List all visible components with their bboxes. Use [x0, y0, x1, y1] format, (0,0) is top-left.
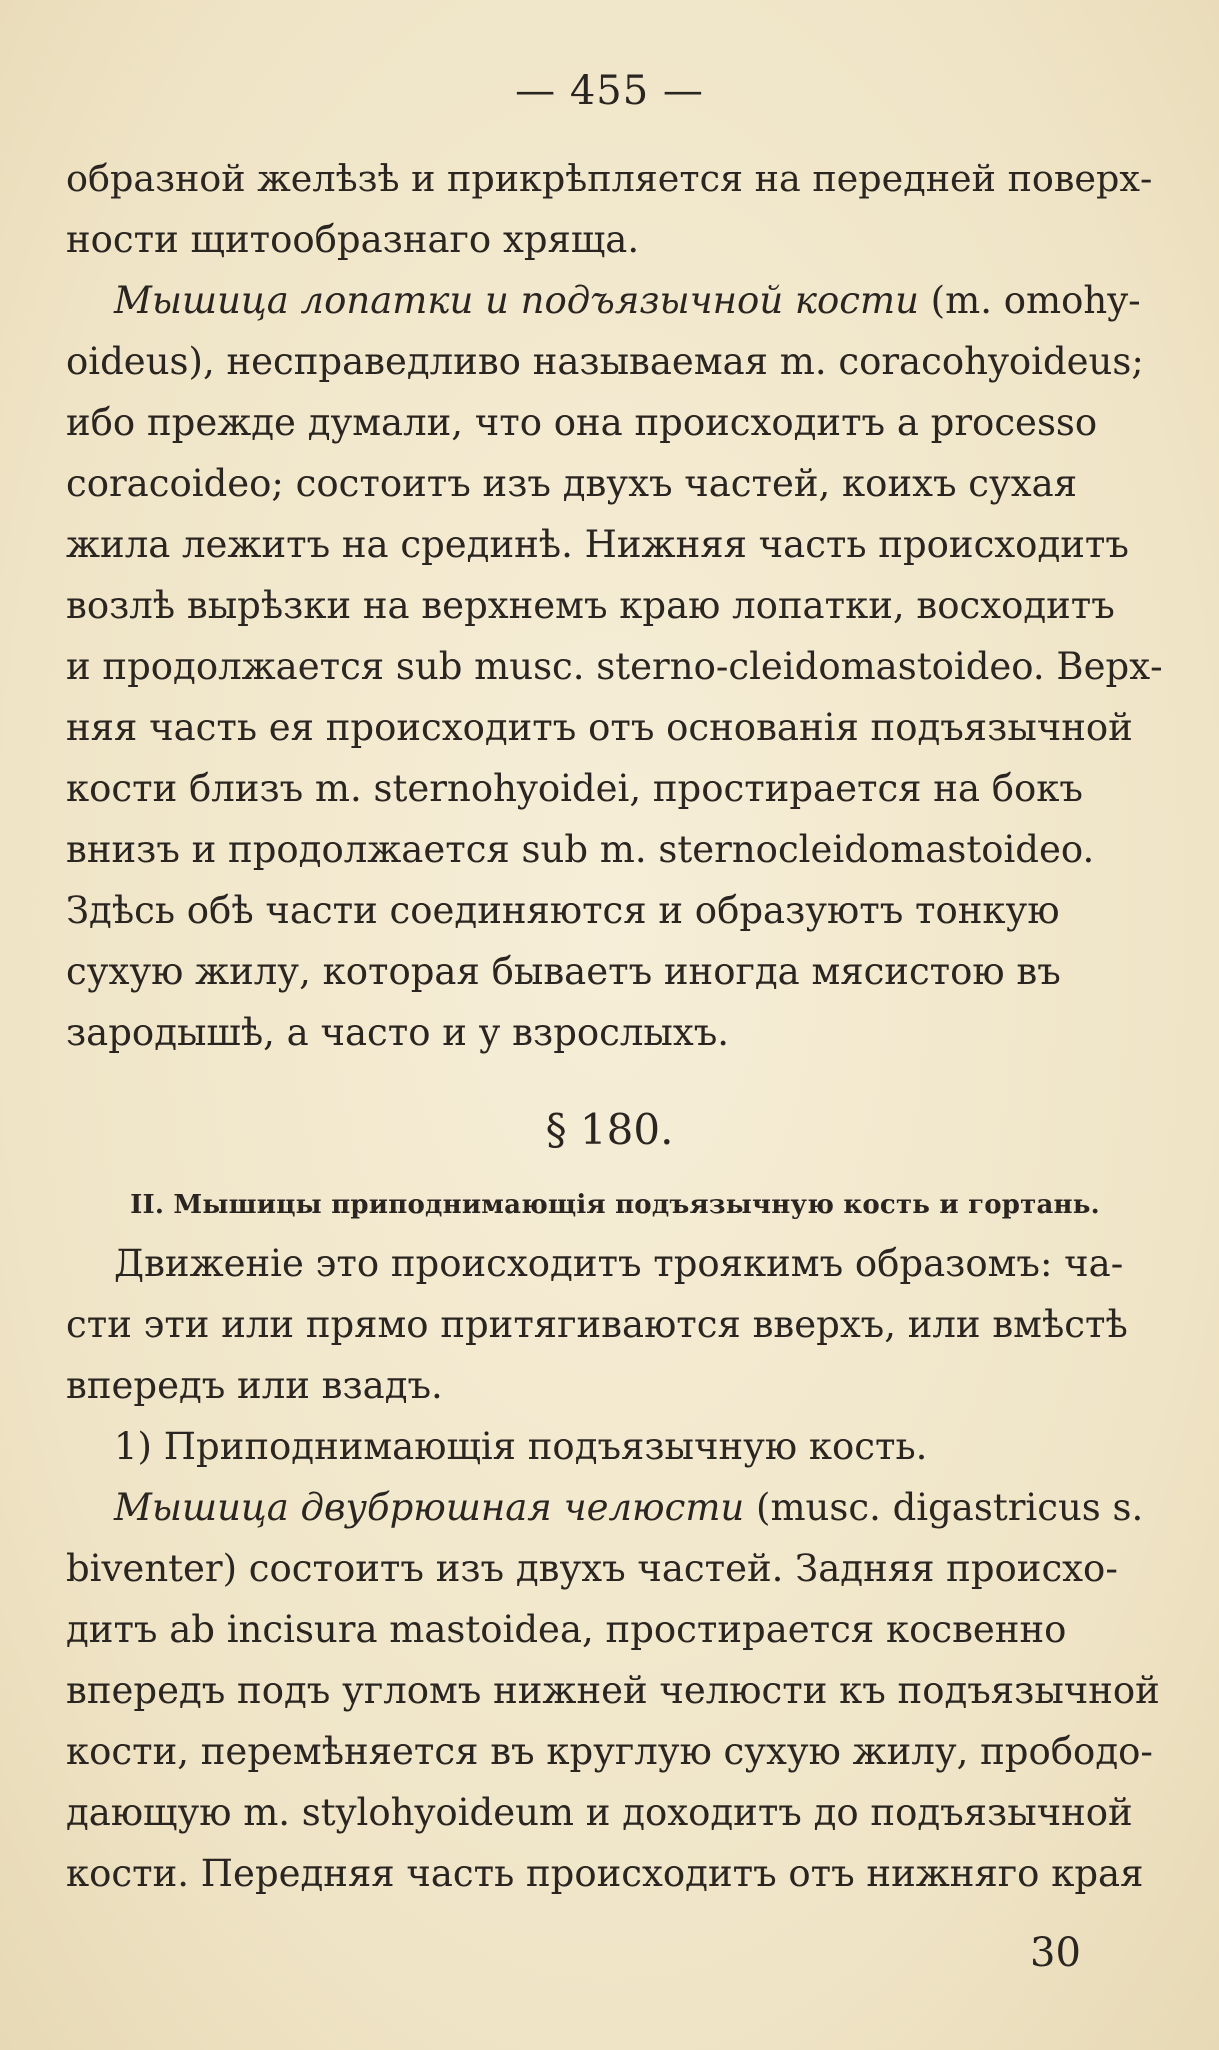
paragraph-omohyoideus — [66, 270, 1164, 1063]
text-line: ибо прежде думали, что она происходитъ a processo — [66, 401, 1098, 444]
text-line — [66, 1477, 1164, 1538]
page-number: — 455 — — [515, 68, 704, 114]
text-line: сти эти или прямо притягиваются вверхъ, или вмѣстѣ — [66, 1303, 1128, 1346]
text-block-top — [66, 148, 1164, 1063]
signature-mark: 30 — [1030, 1930, 1081, 1976]
text-line: 1) Приподнимающія подъязычную кость. — [114, 1425, 928, 1468]
text-run: (musc. digastricus s. — [744, 1486, 1144, 1529]
text-line: зародышѣ, а часто и у взрослыхъ. — [66, 1011, 730, 1054]
text-line: внизъ и продолжается sub m. sternocleidomastoideo. — [66, 828, 1095, 871]
paragraph-digastricus — [66, 1477, 1164, 1904]
text-line: дитъ ab incisura mastoidea, простирается косвенно — [66, 1608, 1067, 1651]
text-line: впередъ подъ угломъ нижней челюсти къ подъязычной — [66, 1669, 1160, 1712]
section-number: § 180. — [545, 1105, 674, 1154]
text-block-bottom — [66, 1233, 1164, 1904]
text-line: и продолжается sub musc. sterno-cleidomastoideo. Верх- — [66, 645, 1163, 688]
text-line: образной желѣзѣ и прикрѣпляется на передней поверх- — [66, 157, 1153, 200]
text-line: кости, перемѣняется въ круглую сухую жилу, прободо- — [66, 1730, 1153, 1773]
text-line: ности щитообразнаго хряща. — [66, 218, 640, 261]
muscle-name-italic: Мышица лопатки и подъязычной кости — [114, 279, 919, 322]
paragraph-movement — [66, 1233, 1164, 1416]
text-line: Здѣсь обѣ части соединяются и образуютъ тонкую — [66, 889, 1060, 932]
text-line: biventer) состоитъ изъ двухъ частей. Задняя происхо- — [66, 1547, 1118, 1590]
text-line — [66, 270, 1164, 331]
paragraph-subheading — [66, 1416, 1164, 1477]
paragraph-larynx-end — [66, 148, 1164, 270]
section-heading: II. Мышицы приподнимающія подъязычную кость и гортань. — [130, 1190, 1100, 1220]
text-line: возлѣ вырѣзки на верхнемъ краю лопатки, восходитъ — [66, 584, 1115, 627]
text-line: сухую жилу, которая бываетъ иногда мясистою въ — [66, 950, 1061, 993]
text-line: дающую m. stylohyoideum и доходитъ до подъязычной — [66, 1791, 1133, 1834]
text-line: впередъ или взадъ. — [66, 1364, 443, 1407]
text-line: coracoideo; состоитъ изъ двухъ частей, коихъ сухая — [66, 462, 1078, 505]
muscle-name-italic: Мышица двубрюшная челюсти — [114, 1486, 745, 1529]
text-line: кости близъ m. sternohyoidei, простирается на бокъ — [66, 767, 1083, 810]
text-line: жила лежитъ на срединѣ. Нижняя часть происходитъ — [66, 523, 1129, 566]
text-line: кости. Передняя часть происходитъ отъ нижняго края — [66, 1852, 1144, 1895]
text-line: oideus), несправедливо называемая m. coracohyoideus; — [66, 340, 1144, 383]
text-line: Движеніе это происходитъ троякимъ образомъ: ча- — [114, 1242, 1124, 1285]
text-line: няя часть ея происходитъ отъ основанія подъязычной — [66, 706, 1133, 749]
text-run: (m. omohy- — [918, 279, 1141, 322]
